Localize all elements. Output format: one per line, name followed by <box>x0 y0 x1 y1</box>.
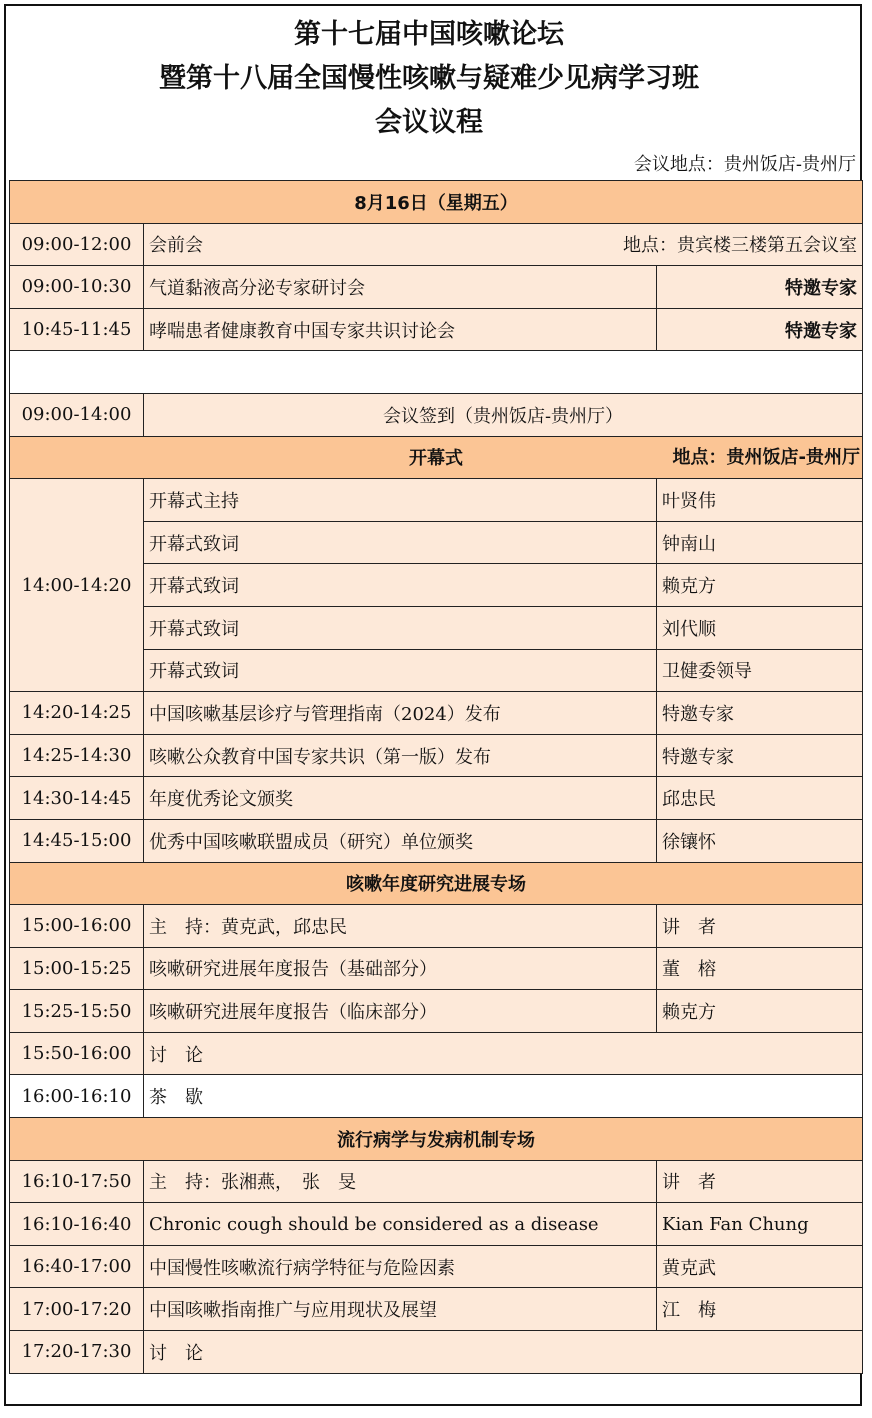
table-row <box>10 479 863 522</box>
speaker-cell: 叶贤伟 <box>657 479 863 522</box>
spacer-cell <box>10 351 863 394</box>
speaker-cell: 董 榕 <box>657 947 863 990</box>
title-cell: 年度优秀论文颁奖 <box>144 777 657 820</box>
title-cell: 开幕式致词 <box>144 606 657 649</box>
speaker-cell: 卫健委领导 <box>657 649 863 692</box>
table-row <box>10 1288 863 1331</box>
title-cell: Chronic cough should be considered as a disease <box>144 1203 657 1246</box>
page-subtitle: 暨第十八届全国慢性咳嗽与疑难少见病学习班 <box>159 63 699 94</box>
table-row <box>10 308 863 351</box>
title-cell: 咳嗽公众教育中国专家共识（第一版）发布 <box>144 734 657 777</box>
opening-location: 地点：贵州饭店-贵州厅 <box>672 446 861 468</box>
day-row <box>10 181 863 224</box>
speaker-cell: 赖克方 <box>657 564 863 607</box>
time-cell: 15:00-16:00 <box>10 905 144 948</box>
table-row <box>10 777 863 820</box>
precon-cell <box>144 223 863 266</box>
time-cell: 17:20-17:30 <box>10 1331 144 1374</box>
time-cell: 16:10-16:40 <box>10 1203 144 1246</box>
time-cell: 15:00-15:25 <box>10 947 144 990</box>
section-row <box>10 1118 863 1161</box>
table-row <box>10 734 863 777</box>
title-cell: 气道黏液高分泌专家研讨会 <box>144 266 657 309</box>
time-cell: 15:25-15:50 <box>10 990 144 1033</box>
chair-cell: 主 持：张湘燕， 张 旻 <box>144 1160 657 1203</box>
time-cell: 14:45-15:00 <box>10 819 144 862</box>
speaker-cell: 江 梅 <box>657 1288 863 1331</box>
agenda-heading: 会议议程 <box>375 107 483 138</box>
speaker-cell: 邱忠民 <box>657 777 863 820</box>
chair-cell: 主 持：黄克武，邱忠民 <box>144 905 657 948</box>
title-cell: 开幕式致词 <box>144 564 657 607</box>
title-cell: 咳嗽研究进展年度报告（临床部分） <box>144 990 657 1033</box>
speaker-header-cell: 讲 者 <box>657 1160 863 1203</box>
title-cell: 优秀中国咳嗽联盟成员（研究）单位颁奖 <box>144 819 657 862</box>
venue-label: 会议地点：贵州饭店-贵州厅 <box>633 154 856 175</box>
time-cell: 17:00-17:20 <box>10 1288 144 1331</box>
title-cell: 中国慢性咳嗽流行病学特征与危险因素 <box>144 1245 657 1288</box>
agenda-header <box>0 4 858 182</box>
time-cell: 09:00-12:00 <box>10 223 144 266</box>
table-row <box>10 1075 863 1118</box>
time-cell: 16:10-17:50 <box>10 1160 144 1203</box>
time-cell: 09:00-10:30 <box>10 266 144 309</box>
speaker-cell: 特邀专家 <box>657 692 863 735</box>
time-cell: 14:30-14:45 <box>10 777 144 820</box>
title-cell: 开幕式主持 <box>144 479 657 522</box>
speaker-cell: 黄克武 <box>657 1245 863 1288</box>
session2-label: 流行病学与发病机制专场 <box>10 1118 863 1161</box>
table-row <box>10 692 863 735</box>
title-cell: 中国咳嗽指南推广与应用现状及展望 <box>144 1288 657 1331</box>
title-cell: 咳嗽研究进展年度报告（基础部分） <box>144 947 657 990</box>
speaker-header-cell: 讲 者 <box>657 905 863 948</box>
speaker-cell: 特邀专家 <box>657 308 863 351</box>
title-cell: 开幕式致词 <box>144 521 657 564</box>
table-row <box>10 905 863 948</box>
time-cell: 14:00-14:20 <box>10 479 144 692</box>
speaker-cell: 特邀专家 <box>657 266 863 309</box>
discussion-cell: 讨 论 <box>144 1331 863 1374</box>
table-row <box>10 266 863 309</box>
table-row <box>10 819 863 862</box>
table-row <box>10 1032 863 1075</box>
discussion-cell: 讨 论 <box>144 1032 863 1075</box>
precon-title: 会前会 <box>149 235 203 257</box>
speaker-cell: 赖克方 <box>657 990 863 1033</box>
time-cell: 15:50-16:00 <box>10 1032 144 1075</box>
title-cell: 哮喘患者健康教育中国专家共识讨论会 <box>144 308 657 351</box>
table-row <box>10 1245 863 1288</box>
time-cell: 16:00-16:10 <box>10 1075 144 1118</box>
section-row <box>10 436 863 479</box>
speaker-cell: Kian Fan Chung <box>657 1203 863 1246</box>
table-row <box>10 1203 863 1246</box>
speaker-cell: 刘代顺 <box>657 606 863 649</box>
opening-section-cell <box>10 436 863 479</box>
section-row <box>10 862 863 905</box>
table-row <box>10 393 863 436</box>
title-cell: 开幕式致词 <box>144 649 657 692</box>
time-cell: 16:40-17:00 <box>10 1245 144 1288</box>
session1-label: 咳嗽年度研究进展专场 <box>10 862 863 905</box>
table-row <box>10 990 863 1033</box>
spacer-row <box>10 351 863 394</box>
precon-location: 地点：贵宾楼三楼第五会议室 <box>623 235 858 257</box>
table-row <box>10 223 863 266</box>
signin-cell: 会议签到（贵州饭店-贵州厅） <box>144 393 863 436</box>
time-cell: 14:20-14:25 <box>10 692 144 735</box>
day-label: 8月16日（星期五） <box>10 181 863 224</box>
speaker-cell: 徐镶怀 <box>657 819 863 862</box>
table-row <box>10 1331 863 1374</box>
agenda-table <box>9 180 863 1374</box>
table-row <box>10 1160 863 1203</box>
opening-label: 开幕式 <box>409 448 463 470</box>
time-cell: 10:45-11:45 <box>10 308 144 351</box>
break-cell: 茶 歇 <box>144 1075 863 1118</box>
speaker-cell: 钟南山 <box>657 521 863 564</box>
speaker-cell: 特邀专家 <box>657 734 863 777</box>
time-cell: 09:00-14:00 <box>10 393 144 436</box>
table-row <box>10 947 863 990</box>
title-cell: 中国咳嗽基层诊疗与管理指南（2024）发布 <box>144 692 657 735</box>
time-cell: 14:25-14:30 <box>10 734 144 777</box>
page-title: 第十七届中国咳嗽论坛 <box>294 19 564 50</box>
